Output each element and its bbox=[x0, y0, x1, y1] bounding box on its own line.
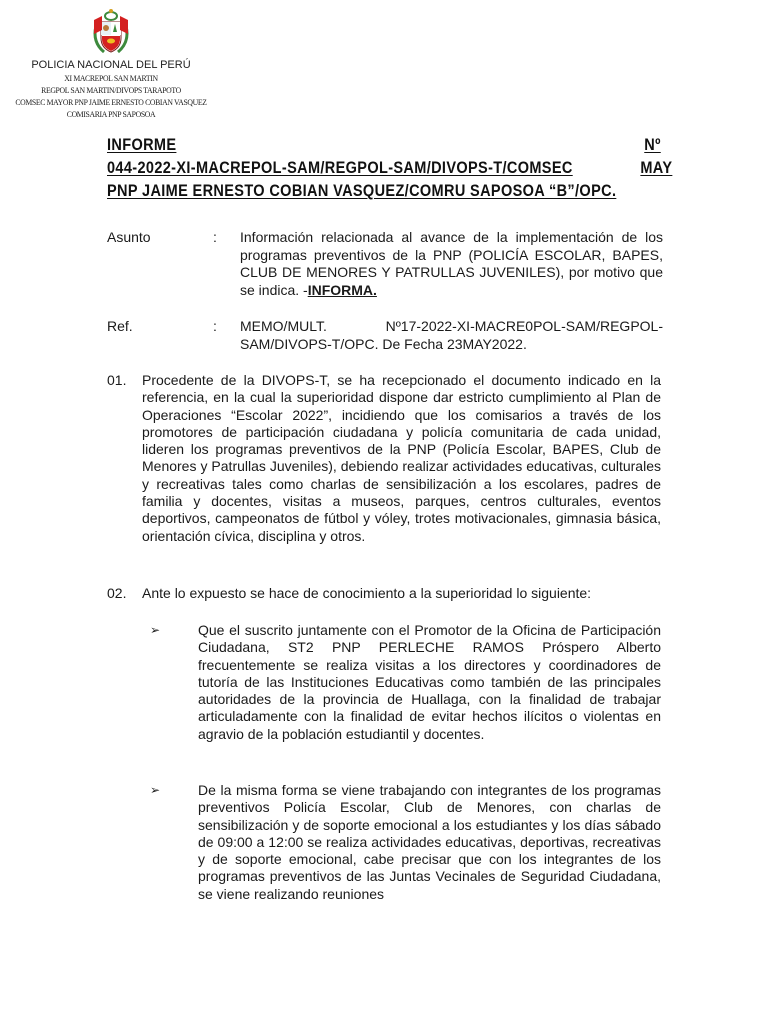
bullet-item bbox=[150, 622, 661, 743]
title-code-tail: PNP JAIME ERNESTO COBIAN VASQUEZ/COMRU SAPOSOA “B”/OPC. bbox=[107, 182, 617, 200]
title-code: 044-2022-XI-MACREPOL-SAM/REGPOL-SAM/DIVOPS-T/COMSEC bbox=[107, 159, 573, 177]
asunto-informa: INFORMA. bbox=[307, 281, 377, 298]
arrow-bullet-icon: ➢ bbox=[150, 783, 161, 797]
bullet-item bbox=[150, 782, 661, 903]
letterhead bbox=[0, 8, 222, 120]
ref-text: MEMO/MULT. Nº17-2022-XI-MACRE0POL-SAM/REGPOL-SAM/DIVOPS-T/OPC. De Fecha 23MAY2022. bbox=[240, 318, 663, 352]
asunto-body: Información relacionada al avance de la implementación de los programas preventivos de la PNP (POLICÍA ESCOLAR, BAPES, CLUB DE MENORES Y PATRULLAS JUVENILES), por motivo que se indica. - bbox=[240, 229, 663, 298]
title-code-end: MAY bbox=[640, 159, 673, 177]
header-line: REGPOL SAN MARTIN/DIVOPS TARAPOTO bbox=[41, 85, 181, 95]
paragraph-text: Procedente de la DIVOPS-T, se ha recepcionado el documento indicado en la referencia, en la cual la superioridad dispone dar estricto cumplimiento al Plan de Operaciones “Escolar 2022”, incidiendo que los comisarios a través de los promotores de participación ciudadana y policía comunitaria de cada unidad, lideren los programas preventivos de la PNP (Policía Escolar, BAPES, Club de Menores y Patrullas Juveniles), debiendo realizar actividades educativas, culturales y recreativas tales como charlas de sensibilización a los escolares, padres de familia y docentes, visitas a museos, parques, centros culturales, eventos deportivos, campeonatos de fútbol y vóley, trotes motivacionales, gimnasia básica, orientación cívica, disciplina y otros. bbox=[142, 372, 661, 544]
title-line-1 bbox=[107, 134, 661, 157]
institution-name: POLICIA NACIONAL DEL PERÚ bbox=[31, 59, 191, 71]
header-line: COMISARIA PNP SAPOSOA bbox=[66, 109, 156, 119]
report-title bbox=[107, 134, 673, 203]
ref-row bbox=[107, 318, 663, 353]
ref-label: Ref. bbox=[107, 318, 133, 334]
paragraph-01 bbox=[107, 372, 661, 545]
header-line: XI MACREPOL SAN MARTIN bbox=[64, 73, 158, 83]
paragraph-number: 02. bbox=[107, 585, 127, 601]
paragraph-02 bbox=[107, 585, 661, 602]
title-number-label: Nº bbox=[644, 136, 661, 154]
title-word: INFORME bbox=[107, 136, 177, 154]
bullet-text: Que el suscrito juntamente con el Promotor de la Oficina de Participación Ciudadana, ST2 PNP PERLECHE RAMOS Próspero Alberto frecuentemente se realiza visitas a los directores y coordinadores de tutoría de las Instituciones Educativas como también de las principales autoridades de la provincia de Huallaga, con la finalidad de trabajar articuladamente con la finalidad de evitar hechos ilícitos o violentas en agravio de la población estudiantil y docentes. bbox=[198, 622, 661, 742]
arrow-bullet-icon: ➢ bbox=[150, 623, 161, 637]
paragraph-number: 01. bbox=[107, 372, 127, 388]
asunto-label: Asunto bbox=[107, 229, 151, 245]
title-line-3 bbox=[107, 180, 661, 203]
ref-colon: : bbox=[213, 318, 217, 334]
asunto-colon: : bbox=[213, 229, 217, 245]
asunto-row bbox=[107, 229, 663, 299]
bullet-text: De la misma forma se viene trabajando con integrantes de los programas preventivos Policía Escolar, Club de Menores, con charlas de sensibilización y de soporte emocional a los estudiantes y los días sábado de 09:00 a 12:00 se realiza actividades educativas, deportivas, recreativas y de soporte emocional, cabe precisar que con los integrantes de los programas preventivos de las Juntas Vecinales de Seguridad Ciudadana, se viene realizando reuniones bbox=[198, 782, 661, 902]
peru-coat-of-arms-icon bbox=[88, 8, 134, 56]
paragraph-text: Ante lo expuesto se hace de conocimiento a la superioridad lo siguiente: bbox=[142, 585, 592, 601]
title-line-2 bbox=[107, 157, 673, 180]
header-line: COMSEC MAYOR PNP JAIME ERNESTO COBIAN VASQUEZ bbox=[15, 97, 207, 107]
asunto-text bbox=[240, 229, 663, 299]
